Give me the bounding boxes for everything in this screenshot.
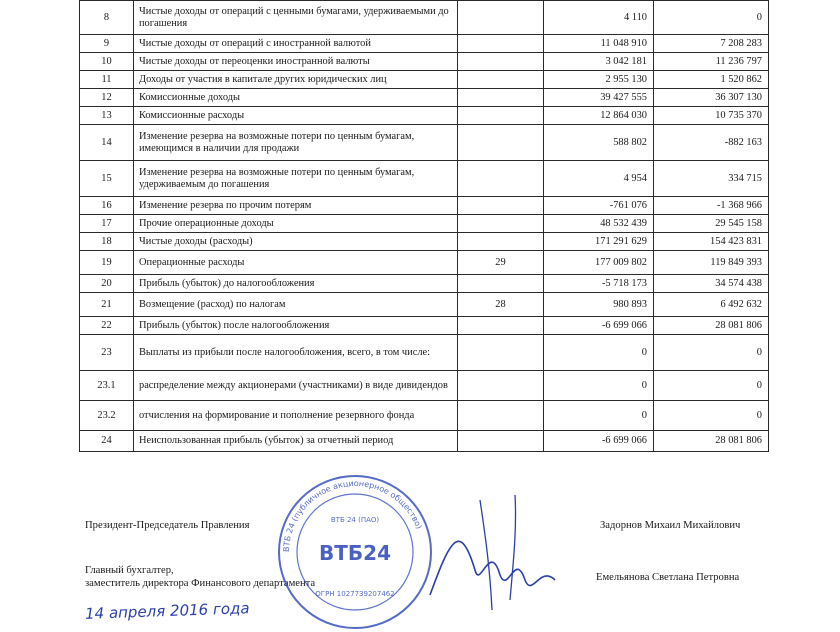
row-current-value-cell: 4 954 xyxy=(544,161,654,197)
row-current-value-cell: 11 048 910 xyxy=(544,35,654,53)
row-current-value-cell: 12 864 030 xyxy=(544,107,654,125)
row-name-cell: Чистые доходы от операций с ценными бумагами, удерживаемыми до погашения xyxy=(134,1,458,35)
row-name-cell: Неиспользованная прибыль (убыток) за отчетный период xyxy=(134,431,458,452)
row-previous-value-cell: 0 xyxy=(654,335,769,371)
row-note-cell xyxy=(458,431,544,452)
row-number-cell: 14 xyxy=(80,125,134,161)
stamp-ogrn-text: ОГРН 1027739207462 xyxy=(315,590,395,598)
row-previous-value-cell: 36 307 130 xyxy=(654,89,769,107)
table-row xyxy=(80,431,769,452)
row-number-cell: 24 xyxy=(80,431,134,452)
row-current-value-cell: -5 718 173 xyxy=(544,275,654,293)
stamp-ring-text: ВТБ 24 (публичное акционерное общество) xyxy=(281,478,424,553)
row-previous-value-cell: 28 081 806 xyxy=(654,317,769,335)
president-name: Задорнов Михаил Михайлович xyxy=(600,520,741,531)
table-row xyxy=(80,53,769,71)
row-note-cell xyxy=(458,275,544,293)
row-note-cell xyxy=(458,197,544,215)
financial-results-table xyxy=(79,0,769,452)
row-previous-value-cell: 34 574 438 xyxy=(654,275,769,293)
row-previous-value-cell: 334 715 xyxy=(654,161,769,197)
row-note-cell xyxy=(458,1,544,35)
row-name-cell: Изменение резерва по прочим потерям xyxy=(134,197,458,215)
row-current-value-cell: 4 110 xyxy=(544,1,654,35)
row-previous-value-cell: 0 xyxy=(654,371,769,401)
row-current-value-cell: -761 076 xyxy=(544,197,654,215)
row-note-cell xyxy=(458,401,544,431)
row-name-cell: Комиссионные доходы xyxy=(134,89,458,107)
row-note-cell: 29 xyxy=(458,251,544,275)
row-current-value-cell: 39 427 555 xyxy=(544,89,654,107)
row-note-cell xyxy=(458,125,544,161)
row-previous-value-cell: -882 163 xyxy=(654,125,769,161)
row-number-cell: 21 xyxy=(80,293,134,317)
row-note-cell: 28 xyxy=(458,293,544,317)
row-number-cell: 15 xyxy=(80,161,134,197)
table-row xyxy=(80,89,769,107)
row-note-cell xyxy=(458,317,544,335)
row-number-cell: 13 xyxy=(80,107,134,125)
row-previous-value-cell: 154 423 831 xyxy=(654,233,769,251)
row-name-cell: Выплаты из прибыли после налогообложения, всего, в том числе: xyxy=(134,335,458,371)
stamp-inner-text: ВТБ 24 (ПАО) xyxy=(330,516,380,524)
row-previous-value-cell: 6 492 632 xyxy=(654,293,769,317)
table-row xyxy=(80,71,769,89)
financial-results-table-wrapper xyxy=(79,0,768,452)
table-row xyxy=(80,371,769,401)
row-current-value-cell: 177 009 802 xyxy=(544,251,654,275)
row-previous-value-cell: 119 849 393 xyxy=(654,251,769,275)
row-previous-value-cell: 10 735 370 xyxy=(654,107,769,125)
row-current-value-cell: 0 xyxy=(544,401,654,431)
table-row xyxy=(80,35,769,53)
row-current-value-cell: 0 xyxy=(544,371,654,401)
row-number-cell: 12 xyxy=(80,89,134,107)
row-name-cell: Чистые доходы (расходы) xyxy=(134,233,458,251)
row-previous-value-cell: 1 520 862 xyxy=(654,71,769,89)
row-number-cell: 23.1 xyxy=(80,371,134,401)
table-body xyxy=(80,1,769,452)
row-previous-value-cell: 11 236 797 xyxy=(654,53,769,71)
row-number-cell: 20 xyxy=(80,275,134,293)
row-name-cell: Чистые доходы от операций с иностранной валютой xyxy=(134,35,458,53)
table-row xyxy=(80,1,769,35)
row-name-cell: Прочие операционные доходы xyxy=(134,215,458,233)
row-name-cell: Операционные расходы xyxy=(134,251,458,275)
row-number-cell: 8 xyxy=(80,1,134,35)
row-note-cell xyxy=(458,71,544,89)
row-note-cell xyxy=(458,35,544,53)
row-current-value-cell: 588 802 xyxy=(544,125,654,161)
table-row xyxy=(80,215,769,233)
row-number-cell: 22 xyxy=(80,317,134,335)
president-title: Президент-Председатель Правления xyxy=(85,520,250,531)
row-previous-value-cell: 28 081 806 xyxy=(654,431,769,452)
accountant-title-line1: Главный бухгалтер, xyxy=(85,565,174,576)
row-current-value-cell: -6 699 066 xyxy=(544,317,654,335)
table-row xyxy=(80,233,769,251)
table-row xyxy=(80,275,769,293)
row-current-value-cell: 171 291 629 xyxy=(544,233,654,251)
row-note-cell xyxy=(458,335,544,371)
table-row xyxy=(80,125,769,161)
row-current-value-cell: 2 955 130 xyxy=(544,71,654,89)
row-number-cell: 17 xyxy=(80,215,134,233)
table-row xyxy=(80,401,769,431)
row-note-cell xyxy=(458,53,544,71)
accountant-name: Емельянова Светлана Петровна xyxy=(596,572,740,583)
row-current-value-cell: 980 893 xyxy=(544,293,654,317)
row-name-cell: Изменение резерва на возможные потери по ценным бумагам, удерживаемым до погашения xyxy=(134,161,458,197)
row-note-cell xyxy=(458,215,544,233)
handwritten-date: 14 апреля 2016 года xyxy=(84,599,250,623)
bank-stamp-seal xyxy=(270,472,440,632)
row-name-cell: Возмещение (расход) по налогам xyxy=(134,293,458,317)
table-row xyxy=(80,293,769,317)
row-previous-value-cell: 7 208 283 xyxy=(654,35,769,53)
row-name-cell: Чистые доходы от переоценки иностранной валюты xyxy=(134,53,458,71)
row-number-cell: 11 xyxy=(80,71,134,89)
row-number-cell: 23 xyxy=(80,335,134,371)
table-row xyxy=(80,107,769,125)
row-previous-value-cell: 29 545 158 xyxy=(654,215,769,233)
table-row xyxy=(80,335,769,371)
row-number-cell: 23.2 xyxy=(80,401,134,431)
row-previous-value-cell: 0 xyxy=(654,1,769,35)
row-note-cell xyxy=(458,371,544,401)
table-row xyxy=(80,161,769,197)
row-current-value-cell: -6 699 066 xyxy=(544,431,654,452)
row-current-value-cell: 0 xyxy=(544,335,654,371)
row-note-cell xyxy=(458,161,544,197)
row-name-cell: отчисления на формирование и пополнение резервного фонда xyxy=(134,401,458,431)
row-name-cell: Прибыль (убыток) после налогообложения xyxy=(134,317,458,335)
row-current-value-cell: 48 532 439 xyxy=(544,215,654,233)
row-number-cell: 10 xyxy=(80,53,134,71)
row-previous-value-cell: 0 xyxy=(654,401,769,431)
row-note-cell xyxy=(458,233,544,251)
table-row xyxy=(80,197,769,215)
signature-scribble xyxy=(420,480,570,620)
row-number-cell: 16 xyxy=(80,197,134,215)
row-previous-value-cell: -1 368 966 xyxy=(654,197,769,215)
table-row xyxy=(80,317,769,335)
row-name-cell: распределение между акционерами (участниками) в виде дивидендов xyxy=(134,371,458,401)
signature-block xyxy=(0,470,840,630)
row-number-cell: 19 xyxy=(80,251,134,275)
row-name-cell: Прибыль (убыток) до налогообложения xyxy=(134,275,458,293)
row-name-cell: Доходы от участия в капитале других юридических лиц xyxy=(134,71,458,89)
row-name-cell: Изменение резерва на возможные потери по ценным бумагам, имеющимся в наличии для продажи xyxy=(134,125,458,161)
stamp-logo-text: ВТБ24 xyxy=(319,541,391,565)
table-row xyxy=(80,251,769,275)
row-number-cell: 18 xyxy=(80,233,134,251)
row-name-cell: Комиссионные расходы xyxy=(134,107,458,125)
accountant-title-line2: заместитель директора Финансового департамента xyxy=(85,578,316,589)
row-number-cell: 9 xyxy=(80,35,134,53)
row-note-cell xyxy=(458,107,544,125)
row-current-value-cell: 3 042 181 xyxy=(544,53,654,71)
row-note-cell xyxy=(458,89,544,107)
